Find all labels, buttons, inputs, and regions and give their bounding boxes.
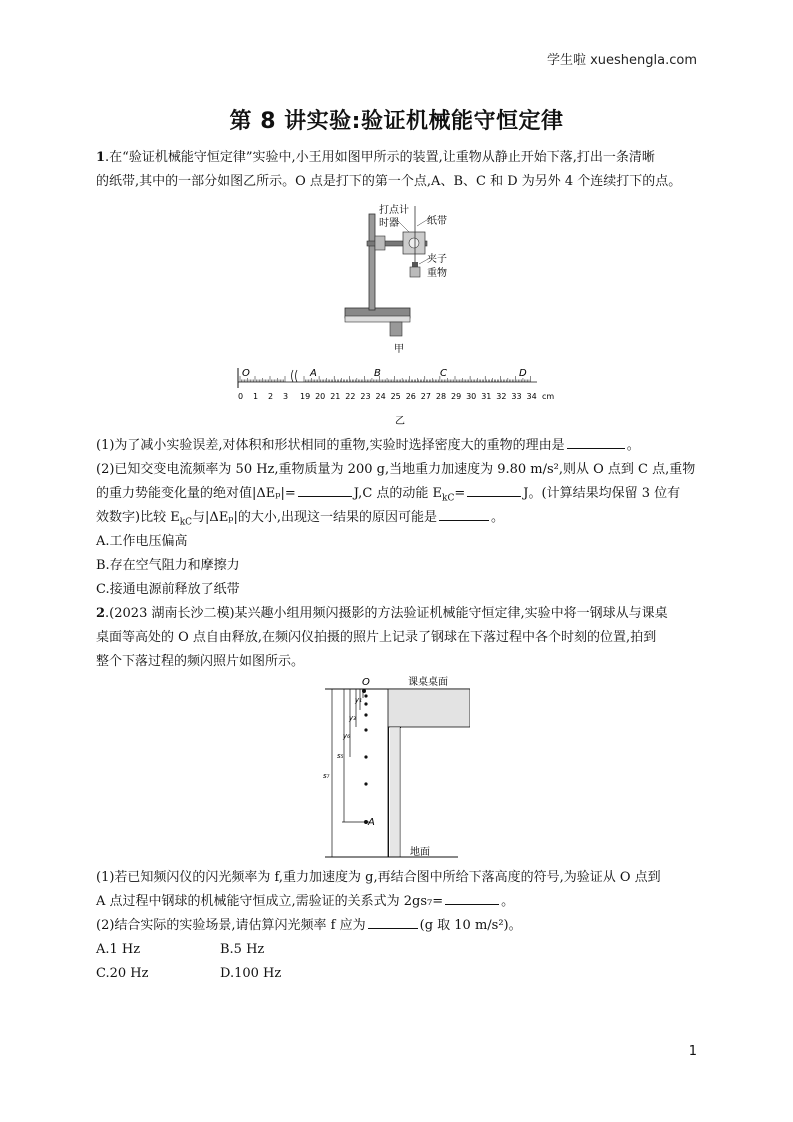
page-number: 1 [688, 1044, 697, 1059]
q1-reason-end: 。 [491, 510, 505, 525]
fig-s7: s₇ [323, 772, 330, 780]
q1-stem-line1 [96, 146, 700, 170]
label-tape: 纸带 [427, 216, 447, 227]
ruler-label-27: 27 [420, 392, 431, 401]
q2-sub1-text: A 点过程中钢球的机械能守恒成立,需验证的关系式为 2gs₇= [96, 894, 444, 909]
desk-slab [388, 689, 470, 727]
q1-ek-eq: = [454, 486, 466, 501]
q1-sub1-blank[interactable] [567, 434, 625, 449]
q2-option-b[interactable]: B.5 Hz [220, 942, 265, 957]
ruler-label-33: 33 [511, 392, 522, 401]
tape-point-C: C [440, 368, 447, 379]
fig-y1: y₁ [355, 696, 362, 704]
fig-label-floor: 地面 [410, 847, 430, 858]
q1-ep-blank[interactable] [298, 482, 352, 497]
q2-stem-line2: 桌面等高处的 O 点自由释放,在频闪仪拍摄的照片上记录了钢球在下落过程中各个时刻的位置,拍到 [96, 630, 657, 645]
figure-strobe [320, 672, 470, 864]
figure-yi [232, 362, 562, 428]
fig-s5: s₅ [337, 752, 344, 760]
ball-2 [364, 702, 367, 705]
label-weight: 重物 [427, 268, 447, 279]
ruler-label-0: 0 [238, 392, 244, 401]
weight [410, 267, 420, 277]
q1-option-a[interactable]: A.工作电压偏高 [96, 534, 188, 549]
q1-stem-line2: 的纸带,其中的一部分如图乙所示。O 点是打下的第一个点,A、B、C 和 D 为另外 4 个连续打下的点。 [96, 174, 682, 189]
q2-sub2-text: (2)结合实际的实验场景,请估算闪光频率 f 应为 [96, 918, 366, 933]
ruler-label-29: 29 [451, 392, 462, 401]
ruler-label-30: 30 [466, 392, 477, 401]
label-timer: 打点计 [379, 205, 409, 216]
q1-stem-text1: .在“验证机械能守恒定律”实验中,小王用如图甲所示的装置,让重物从静止开始下落,打出一条清晰 [105, 150, 655, 165]
q1-sub2-tail: J。(计算结果均保留 3 位有 [523, 486, 681, 501]
q2-sub1-line1: (1)若已知频闪仪的闪光频率为 f,重力加速度为 g,再结合图中所给下落高度的符号,为验证从 O 点到 [96, 870, 661, 885]
ruler-label-34: 34 [526, 392, 537, 401]
q2-option-d[interactable]: D.100 Hz [220, 966, 282, 981]
q1-ep-label: 的重力势能变化量的绝对值|ΔEₚ|= [96, 486, 296, 501]
q1-sub1-text: (1)为了减小实验误差,对体积和形状相同的重物,实验时选择密度大的重物的理由是 [96, 438, 565, 453]
q2-sub1-blank[interactable] [445, 890, 499, 905]
table-clamp [390, 322, 402, 336]
fig-y6: y₆ [343, 732, 350, 740]
ruler-label-25: 25 [390, 392, 401, 401]
q2-sub1-line2 [96, 890, 700, 914]
ruler-label-19: 19 [300, 392, 311, 401]
q1-ek-sub: kC [442, 493, 455, 504]
q2-stem-text1: .(2023 湖南长沙二模)某兴趣小组用频闪摄影的方法验证机械能守恒定律,实验中将一钢球从与课桌 [105, 606, 668, 621]
fig-y3: y₃ [349, 714, 356, 722]
q1-ek-blank[interactable] [467, 482, 521, 497]
ruler-label-26: 26 [405, 392, 416, 401]
ruler-label-23: 23 [360, 392, 371, 401]
q1-sub2-line1: (2)已知交变电流频率为 50 Hz,重物质量为 200 g,当地重力加速度为 9.80 m/s²,则从 O 点到 C 点,重物 [96, 462, 696, 477]
stand-pole [369, 214, 375, 310]
site-header: 学生啦 xueshengla.com [546, 53, 697, 68]
q2-sub2 [96, 914, 700, 938]
q2-stem-line1 [96, 602, 700, 626]
q1-ek-label: J,C 点的动能 E [353, 486, 443, 501]
ruler-unit: cm [542, 392, 555, 401]
ruler-label-2: 2 [268, 392, 274, 401]
q1-option-b[interactable]: B.存在空气阻力和摩擦力 [96, 558, 240, 573]
figure-jia [335, 196, 475, 356]
ruler-label-24: 24 [375, 392, 386, 401]
label-clip: 夹子 [427, 254, 447, 265]
q2-sub1-end: 。 [501, 894, 515, 909]
q2-sub2-blank[interactable] [368, 914, 418, 929]
label-timer2: 时器 [379, 218, 399, 229]
caption-yi: 乙 [395, 416, 405, 427]
ruler-label-22: 22 [345, 392, 356, 401]
ruler-label-28: 28 [435, 392, 447, 401]
ruler-label-1: 1 [253, 392, 259, 401]
q1-reason-text: 与|ΔEₚ|的大小,出现这一结果的原因可能是 [192, 510, 438, 525]
ruler-label-32: 32 [496, 392, 507, 401]
fig-label-A: A [368, 817, 375, 828]
ruler-label-21: 21 [330, 392, 341, 401]
ruler-label-3: 3 [283, 392, 289, 401]
q1-compare-text: 效数字)比较 E [96, 510, 180, 525]
caption-jia: 甲 [394, 344, 404, 355]
ruler-label-20: 20 [315, 392, 326, 401]
tape-point-O: O [242, 368, 250, 379]
q2-option-c[interactable]: C.20 Hz [96, 966, 149, 981]
ball-1 [364, 694, 367, 697]
q2-option-a[interactable]: A.1 Hz [96, 942, 141, 957]
ball-4 [364, 728, 367, 731]
ball-6 [364, 782, 367, 785]
tape-point-B: B [374, 368, 381, 379]
break-mark [292, 370, 298, 382]
q2-sub2-end: (g 取 10 m/s²)。 [419, 918, 522, 933]
tape-point-D: D [519, 368, 527, 379]
ruler-label-31: 31 [481, 392, 492, 401]
tape-point-A: A [310, 368, 317, 379]
q2-number: 2 [96, 606, 106, 621]
ball-0 [362, 689, 366, 693]
fig-label-desk: 课桌桌面 [408, 677, 448, 688]
q1-sub1 [96, 434, 700, 458]
q1-sub1-end: 。 [626, 438, 640, 453]
q2-stem-line3: 整个下落过程的频闪照片如图所示。 [96, 654, 305, 669]
q1-number: 1 [96, 150, 106, 165]
fig-label-O: O [362, 677, 370, 688]
q1-reason-blank[interactable] [439, 506, 489, 521]
ball-5 [364, 755, 367, 758]
q1-compare-sub: kC [179, 517, 193, 528]
page-title: 第 8 讲实验:验证机械能守恒定律 [229, 109, 564, 134]
ball-3 [364, 713, 367, 716]
q1-option-c[interactable]: C.接通电源前释放了纸带 [96, 582, 240, 597]
